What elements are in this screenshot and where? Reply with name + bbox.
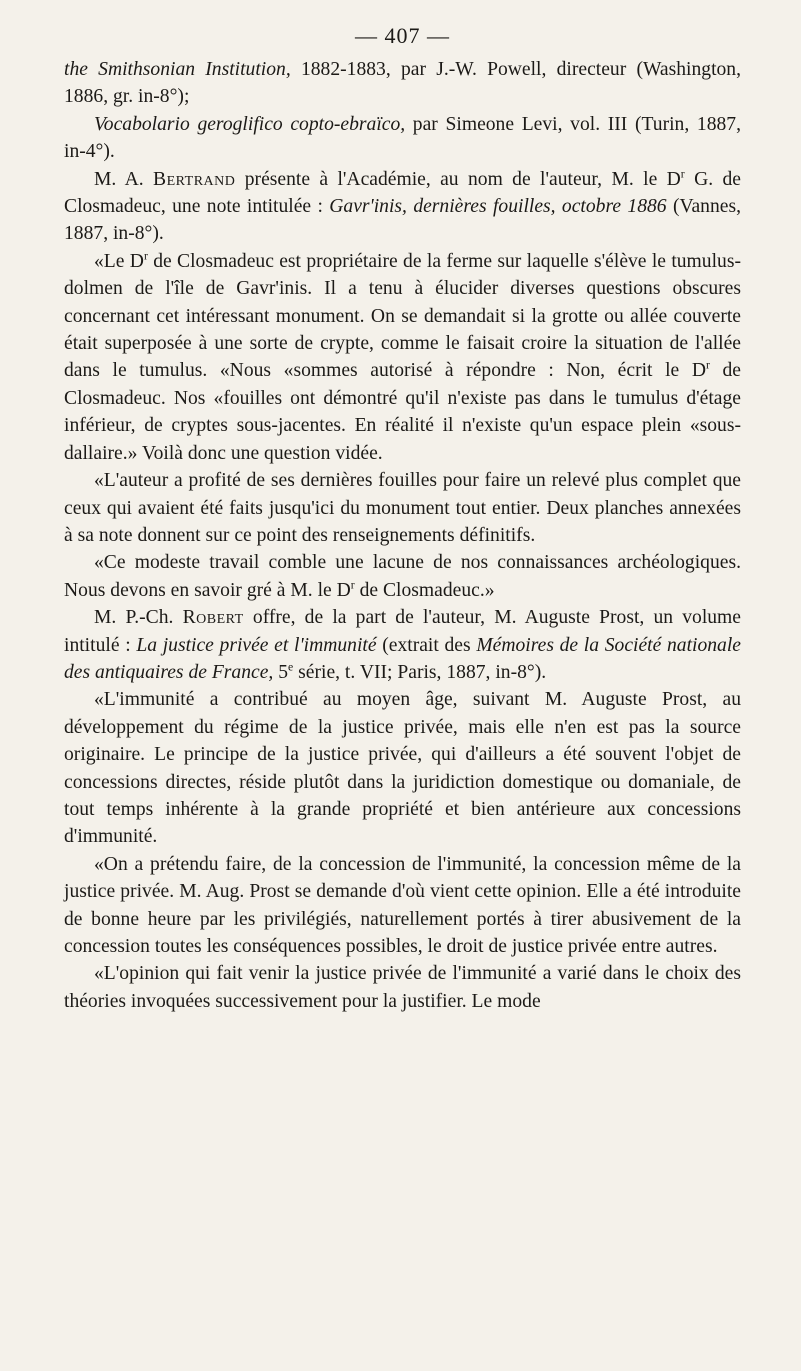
text-segment: de Closmadeuc. Nos «fouilles ont démontré qu'il n'existe pas dans le tumulus d'étage inférieur, de cryptes sous-jacentes. En réalité il n'existe qu'un espace plein «sous-dallaire.» Voilà donc une question vidée.	[64, 360, 741, 464]
paragraph	[64, 248, 741, 467]
paragraph	[64, 166, 741, 248]
text-segment: r	[705, 358, 710, 372]
text-segment: G. de Closmadeuc, une note intitulée :	[64, 168, 741, 218]
text-segment: 5	[273, 661, 289, 683]
text-segment: «L'opinion qui fait venir la justice privée de l'immunité a varié dans le choix des théories invoquées successivement pour la justifier. Le mode	[64, 963, 741, 1012]
text-segment: Robert	[182, 607, 244, 629]
paragraph	[64, 56, 741, 111]
text-segment: Vocabolario geroglifico copto-ebraïco,	[94, 113, 406, 135]
page-number: — 407 —	[355, 23, 450, 48]
text-segment: par Simeone Levi, vol. III (Turin, 1887, in-4°).	[64, 113, 741, 163]
text-segment: «L'immunité a contribué au moyen âge, suivant M. Auguste Prost, au développement du régime de la justice privée, mais elle n'en est pas la source originaire. Le principe de la justice privée, qui d'ailleurs a été souvent l'objet de concessions directes, réside plutôt dans la juridiction domestique ou domaniale, de tout temps inhérente à la grande propriété et bien antérieure aux concessions d'immunité.	[64, 689, 741, 848]
paragraph	[64, 111, 741, 166]
paragraph	[64, 851, 741, 961]
text-segment: La justice privée et l'immunité	[136, 634, 377, 656]
paragraph	[64, 467, 741, 549]
text-segment: e	[288, 660, 294, 674]
body-text	[64, 56, 741, 1015]
paragraph	[64, 686, 741, 850]
text-segment: offre, de la part de l'auteur, M. Auguste Prost, un volume intitulé :	[64, 607, 741, 656]
text-segment: r	[680, 167, 685, 181]
text-segment: de Closmadeuc est propriétaire de la ferme sur laquelle s'élève le tumulus-dolmen de l'île de Gavr'inis. Il a tenu à élucider diverses questions obscures concernant cet intéressant monument. On se demandait si la grotte ou allée couverte était superposée à une sorte de crypte, comme le faisait croire la situation de l'allée dans le tumulus. «Nous «sommes autorisé à répondre : Non, écrit le D	[64, 250, 741, 382]
text-segment: «Le D	[94, 250, 144, 272]
text-segment: «On a prétendu faire, de la concession de l'immunité, la concession même de la justice privée. M. Aug. Prost se demande d'où vient cette opinion. Elle a été introduite de bonne heure par les privilégiés, naturellement portés à tirer abusivement de la concession toutes les conséquences possibles, le droit de justice privée entre autres.	[64, 853, 741, 957]
text-segment: Gavr'inis, dernières fouilles, octobre 1886	[329, 196, 667, 218]
text-segment: (Vannes, 1887, in-8°).	[64, 196, 741, 245]
text-segment: 1882-1883, par J.-W. Powell, directeur (Washington, 1886, gr. in-8°);	[64, 59, 742, 108]
text-segment: série, t. VII; Paris, 1887, in-8°).	[293, 661, 547, 683]
text-segment: r	[143, 249, 148, 263]
paragraph	[64, 604, 741, 686]
text-segment: the Smithsonian Institution,	[64, 59, 291, 80]
text-segment: (extrait des	[376, 634, 477, 656]
text-segment: M. A.	[94, 168, 154, 190]
text-segment: Mémoires de la Société nationale des antiquaires de France,	[64, 634, 741, 683]
text-segment: M. P.-Ch.	[94, 607, 183, 629]
text-segment: de Closmadeuc.»	[354, 579, 495, 601]
text-segment: «L'auteur a profité de ses dernières fouilles pour faire un relevé plus complet que ceux qui avaient été faits jusqu'ici du monument tout entier. Deux planches annexées à sa note donnent sur ce point des renseignements définitifs.	[64, 470, 741, 546]
text-segment: «Ce modeste travail comble une lacune de nos connaissances archéologiques. Nous devons en savoir gré à M. le D	[64, 552, 741, 601]
paragraph	[64, 960, 741, 1015]
paragraph	[64, 549, 741, 604]
text-segment: Bertrand	[153, 168, 236, 190]
text-segment: r	[350, 578, 355, 592]
text-segment: présente à l'Académie, au nom de l'auteur, M. le D	[235, 168, 681, 190]
